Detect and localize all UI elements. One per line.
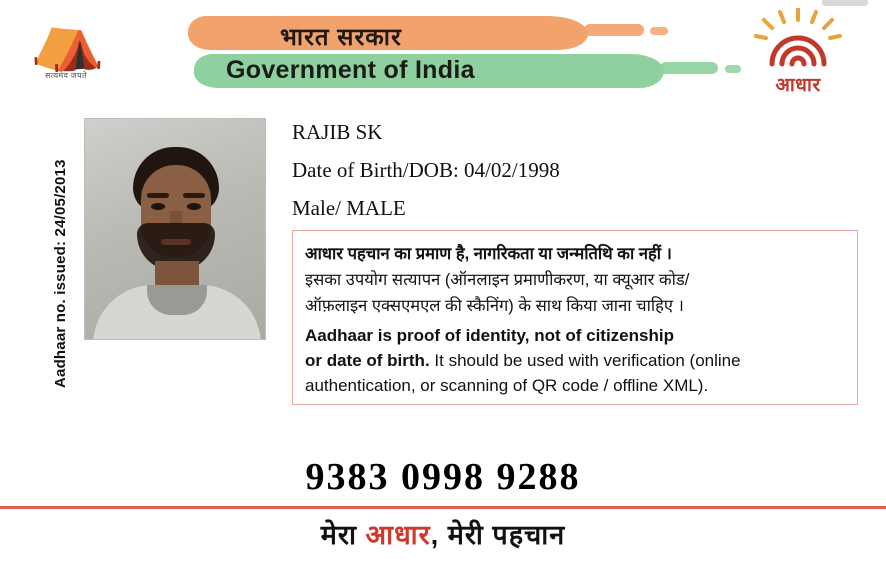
cardholder-details [292, 120, 862, 234]
aadhaar-sun-fingerprint-icon [750, 8, 846, 70]
aadhaar-logo [744, 8, 852, 94]
government-banner [180, 8, 700, 94]
notice-hindi-line-2: इसका उपयोग सत्यापन (ऑनलाइन प्रमाणीकरण, या क्यूआर कोड/ [305, 271, 690, 289]
green-brush-dot [725, 65, 741, 73]
card-header [0, 0, 886, 104]
emblem-motto: सत्यमेव जयते [45, 71, 87, 80]
notice-english-rest: It should be used with verification (online [429, 351, 741, 370]
photo-eyebrow-right [183, 193, 205, 198]
footer-slogan-part-2: , मेरी पहचान [430, 520, 566, 550]
cardholder-name: RAJIB SK [292, 120, 383, 144]
cardholder-gender: Male/ MALE [292, 196, 406, 220]
photo-eyebrow-left [147, 193, 169, 198]
issue-date-label: Aadhaar no. issued: 24/05/2013 [52, 159, 69, 388]
green-brush-tail [660, 62, 718, 74]
notice-english-bold-1: Aadhaar is proof of identity, not of citizenship [305, 326, 674, 345]
aadhaar-number: 9383 0998 9288 [305, 456, 581, 498]
footer-slogan [321, 515, 565, 552]
emblem-glyph: ⛺ [30, 5, 105, 72]
footer-slogan-part-1: मेरा [320, 520, 366, 550]
cardholder-photo [84, 118, 266, 340]
government-title-hindi: भारत सरकार [280, 24, 402, 51]
aadhaar-logo-text: आधार [775, 75, 821, 96]
notice-hindi-line-3: ऑफ़लाइन एक्सएमएल की स्कैनिंग) के साथ किया जाना चाहिए । [305, 297, 684, 315]
national-emblem-icon [30, 5, 105, 102]
photo-eye-right [187, 203, 201, 210]
government-title-english: Government of India [226, 56, 475, 84]
orange-brush-dot [650, 27, 668, 35]
issue-date-vertical [30, 110, 69, 410]
orange-brush-tail [584, 24, 644, 36]
notice-english-line-3: authentication, or scanning of QR code / offline XML). [305, 376, 709, 395]
cardholder-dob: Date of Birth/DOB: 04/02/1998 [292, 158, 560, 182]
photo-eye-left [151, 203, 165, 210]
photo-mouth [161, 239, 191, 245]
notice-english [305, 323, 845, 398]
notice-box [292, 230, 858, 405]
notice-hindi-line-1: आधार पहचान का प्रमाण है, नागरिकता या जन्मतिथि का नहीं । [305, 245, 672, 263]
scan-artifact [822, 0, 868, 6]
card-footer [0, 509, 886, 568]
footer-slogan-highlight: आधार [365, 520, 431, 550]
notice-english-bold-2: or date of birth. [305, 351, 430, 370]
